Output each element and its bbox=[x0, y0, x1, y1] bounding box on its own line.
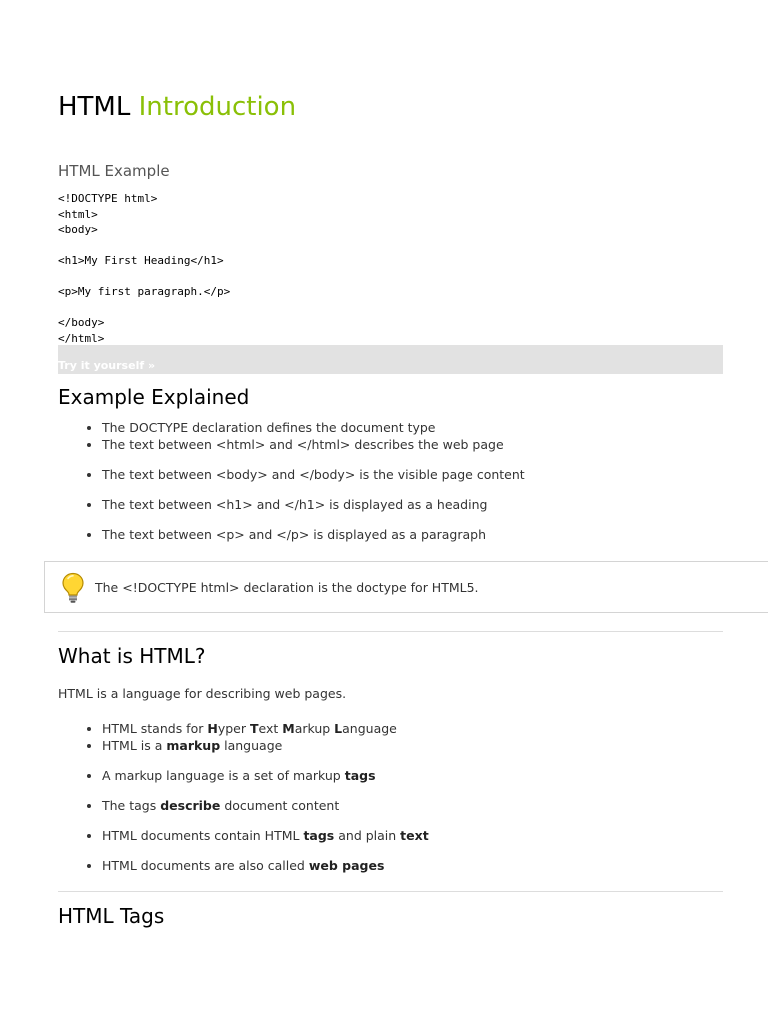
list-item: • The text between <p> and </p> is displayed as a paragraph bbox=[102, 526, 722, 543]
heading-what-is-html: What is HTML? bbox=[58, 644, 206, 668]
list-item: • The tags describe document content bbox=[102, 797, 722, 814]
list-item: • A markup language is a set of markup tags bbox=[102, 767, 722, 784]
list-item: • The text between <h1> and </h1> is displayed as a heading bbox=[102, 496, 722, 513]
code-example: <!DOCTYPE html> <html> <body> <h1>My First Heading</h1> <p>My first paragraph.</p> </body> </html> bbox=[58, 192, 231, 345]
page-title bbox=[58, 92, 296, 122]
heading-example-explained: Example Explained bbox=[58, 385, 250, 409]
list-item: • The text between <body> and </body> is the visible page content bbox=[102, 466, 722, 483]
list-item: • The DOCTYPE declaration defines the document type bbox=[102, 419, 722, 436]
list-item: • The text between <html> and </html> describes the web page bbox=[102, 436, 722, 453]
try-it-yourself-button[interactable]: Try it yourself » bbox=[58, 359, 156, 372]
explained-list bbox=[58, 419, 722, 543]
divider bbox=[58, 891, 723, 892]
try-it-bar bbox=[58, 345, 723, 374]
list-item: • HTML stands for Hyper Text Markup Language bbox=[102, 720, 722, 737]
intro-paragraph: HTML is a language for describing web pages. bbox=[58, 686, 347, 701]
list-item: • HTML documents are also called web pages bbox=[102, 857, 722, 874]
divider bbox=[58, 631, 723, 632]
title-accent: Introduction bbox=[138, 92, 297, 122]
heading-html-tags: HTML Tags bbox=[58, 904, 165, 928]
what-is-list bbox=[58, 720, 722, 874]
title-main: HTML bbox=[58, 92, 131, 122]
note-box bbox=[44, 561, 768, 613]
note-text: The <!DOCTYPE html> declaration is the doctype for HTML5. bbox=[95, 580, 479, 595]
example-label: HTML Example bbox=[58, 162, 170, 180]
lightbulb-icon bbox=[61, 572, 85, 604]
list-item: • HTML is a markup language bbox=[102, 737, 722, 754]
list-item: • HTML documents contain HTML tags and plain text bbox=[102, 827, 722, 844]
